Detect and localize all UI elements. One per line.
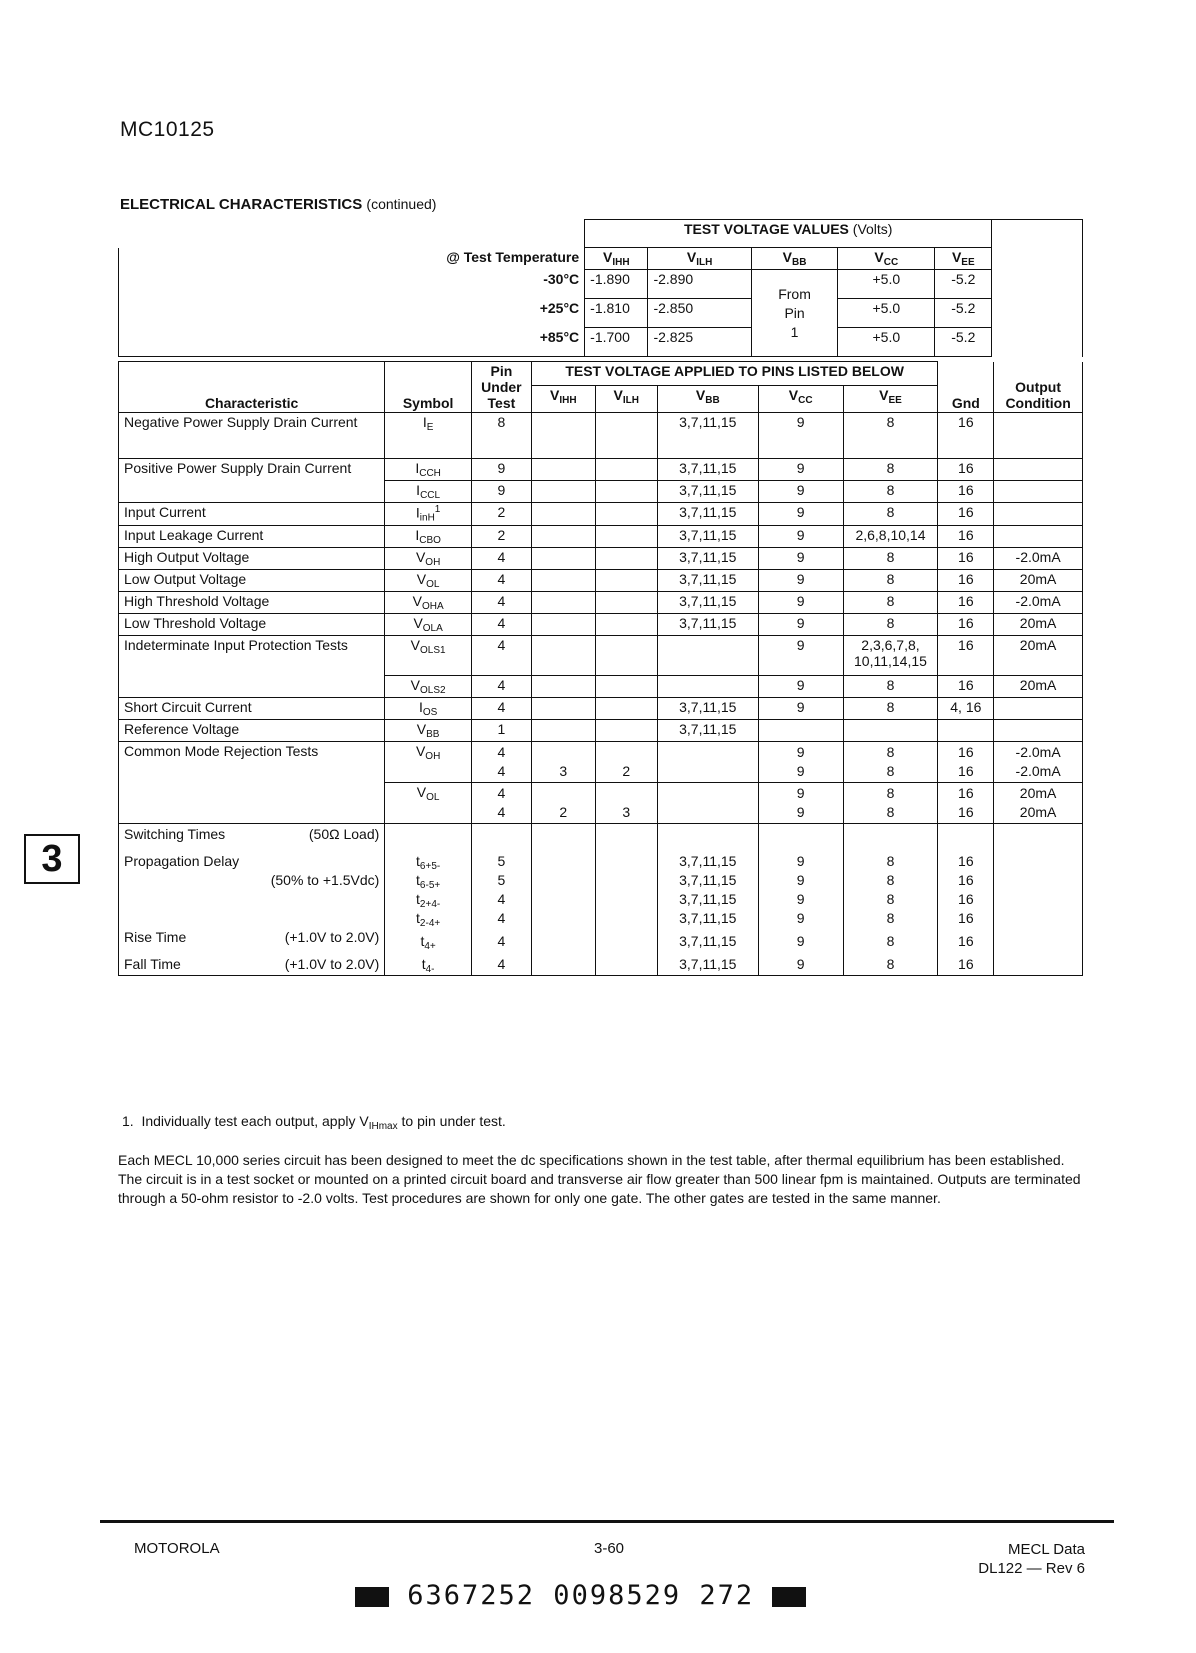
vihh-value: -1.700 — [585, 328, 648, 357]
section-tab: 3 — [24, 834, 80, 884]
temp-row: +85°C — [119, 328, 585, 357]
vilh-value: -2.890 — [648, 270, 751, 299]
barcode — [355, 1580, 806, 1611]
section-subtitle: (continued) — [366, 196, 437, 212]
table-row: Short Circuit Current $I_{OS}$ 4 3,7,11,15 9 8 4, 16 — [119, 697, 1083, 719]
vcc-value: +5.0 — [838, 270, 935, 299]
table-row-switching: Switching Times (50Ω Load) Propagation Delay (50% to +1.5Vdc) Rise Time (+1.0V to 2.0V) Fall Time (+1.0V to 2.0V) $t_{6+5-}$ $t_{6-5+}$ $t_{2+4-}$ $t_{2-4+}$ $t_{4+}$ $t_{4-}$ 5 5 4 4 4 4 3,7,11,15 3,7,11,15 3,7,11,15 3,7,11,15 3,7,11,15 3,7,11,15 9 9 9 9 9 9 8 8 8 8 8 8 16 16 16 16 16 16 — [119, 823, 1083, 975]
page-number: 3-60 — [594, 1540, 625, 1557]
table-row: $V_{OL}$ 4 4 2 3 9 9 8 8 16 16 20mA 20mA — [119, 782, 1083, 823]
col-vihh: $V_{IHH}$ — [531, 385, 595, 412]
test-voltage-table — [118, 219, 1083, 357]
vee-value: -5.2 — [935, 299, 992, 328]
body-paragraph: Each MECL 10,000 series circuit has been designed to meet the dc specifications shown in the test table, after thermal equilibrium has been established. The circuit is in a test socket or mounted on a printed circuit board and transverse air flow greater than 500 linear fpm is maintained. Outputs are terminated through a 50-ohm resistor to -2.0 volts. Test procedures are shown for only one gate. The other gates are tested in the same manner. — [118, 1152, 1081, 1206]
header-gnd: Gnd — [938, 362, 994, 413]
section-title-text: ELECTRICAL CHARACTERISTICS — [120, 196, 363, 213]
barcode-text: 6367252 0098529 272 — [407, 1580, 755, 1611]
header-output: Output Condition — [994, 362, 1083, 413]
col-vihh: $V_{IHH}$ — [585, 248, 648, 270]
vee-value: -5.2 — [935, 270, 992, 299]
table-row: Reference Voltage $V_{BB}$ 1 3,7,11,15 — [119, 719, 1083, 741]
test-voltage-title: TEST VOLTAGE VALUES (Volts) — [585, 220, 992, 248]
vilh-value: -2.825 — [648, 328, 751, 357]
header-applied: TEST VOLTAGE APPLIED TO PINS LISTED BELOW — [531, 362, 938, 386]
table-row: Indeterminate Input Protection Tests $V_{OLS1}$ 4 9 2,3,6,7,8, 10,11,14,15 16 20mA — [119, 635, 1083, 675]
header-symbol: Symbol — [385, 362, 472, 413]
table-row: Low Threshold Voltage $V_{OLA}$ 4 3,7,11,15 9 8 16 20mA — [119, 613, 1083, 635]
temp-row: +25°C — [119, 299, 585, 328]
col-vbb: $V_{BB}$ — [657, 385, 758, 412]
col-vee: $V_{EE}$ — [935, 248, 992, 270]
barcode-block — [772, 1587, 806, 1607]
temp-row: -30°C — [119, 270, 585, 299]
table-row: Input Current $I_{inH}^1$ 2 3,7,11,15 9 8 16 — [119, 503, 1083, 526]
temp-label: @ Test Temperature — [119, 248, 585, 270]
table-row: High Threshold Voltage $V_{OHA}$ 4 3,7,11,15 9 8 16 -2.0mA — [119, 591, 1083, 613]
footer-company: MOTOROLA — [134, 1540, 220, 1557]
vbb-note: From Pin 1 — [751, 270, 837, 357]
col-vee: $V_{EE}$ — [843, 385, 938, 412]
footer-doc-ref: MECL Data DL122 — Rev 6 — [978, 1541, 1085, 1577]
footer-rule — [100, 1520, 1114, 1523]
col-vilh: $V_{ILH}$ — [595, 385, 657, 412]
barcode-block — [355, 1587, 389, 1607]
section-title — [120, 196, 436, 213]
col-vbb: $V_{BB}$ — [751, 248, 837, 270]
col-vcc: $V_{CC}$ — [758, 385, 843, 412]
vcc-value: +5.0 — [838, 299, 935, 328]
table-row: Low Output Voltage $V_{OL}$ 4 3,7,11,15 9 8 16 20mA — [119, 569, 1083, 591]
table-row: Positive Power Supply Drain Current $I_{CCH}$ 9 3,7,11,15 9 8 16 — [119, 459, 1083, 481]
table-row: Common Mode Rejection Tests $V_{OH}$ 4 4 3 2 9 9 8 8 16 16 -2.0mA -2.0mA — [119, 741, 1083, 782]
table-row: High Output Voltage $V_{OH}$ 4 3,7,11,15 9 8 16 -2.0mA — [119, 547, 1083, 569]
vihh-value: -1.890 — [585, 270, 648, 299]
part-number: MC10125 — [120, 118, 215, 141]
header-characteristic: Characteristic — [119, 362, 385, 413]
footnote: 1. Individually test each output, apply $V_{IHmax}$ to pin under test. — [122, 1113, 506, 1132]
vihh-value: -1.810 — [585, 299, 648, 328]
header-pin-under-test: Pin Under Test — [471, 362, 531, 413]
vilh-value: -2.850 — [648, 299, 751, 328]
col-vcc: $V_{CC}$ — [838, 248, 935, 270]
characteristics-table — [118, 361, 1083, 976]
vcc-value: +5.0 — [838, 328, 935, 357]
table-row: Negative Power Supply Drain Current $I_E$ 8 3,7,11,15 9 8 16 — [119, 413, 1083, 459]
table-row: Input Leakage Current $I_{CBO}$ 2 3,7,11,15 9 2,6,8,10,14 16 — [119, 525, 1083, 547]
table-row: $I_{CCL}$ 9 3,7,11,15 9 8 16 — [119, 481, 1083, 503]
col-vilh: $V_{ILH}$ — [648, 248, 751, 270]
table-row: $V_{OLS2}$ 4 9 8 16 20mA — [119, 675, 1083, 697]
vee-value: -5.2 — [935, 328, 992, 357]
